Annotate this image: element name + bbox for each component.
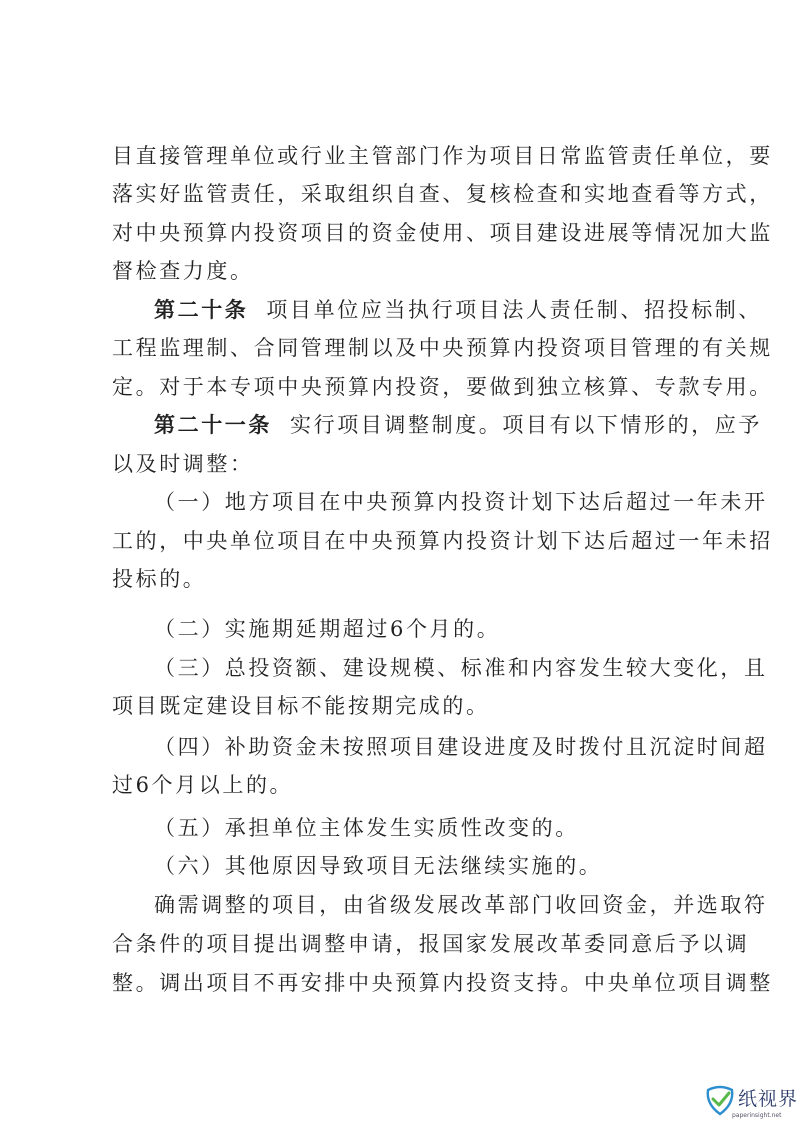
article-21-heading: 第二十一条: [154, 412, 272, 437]
paragraph-line: 对中央预算内投资项目的资金使用、项目建设进展等情况加大监: [112, 221, 773, 245]
watermark-url: paperinsight.net: [732, 1112, 782, 1119]
paragraph-line: 整。调出项目不再安排中央预算内投资支持。中央单位项目调整: [112, 971, 773, 995]
article-21-line: [154, 412, 762, 438]
list-item-line: （一）地方项目在中央预算内投资计划下达后超过一年未开: [154, 490, 768, 514]
paragraph-line: 落实好监管责任，采取组织自查、复核检查和实地查看等方式，: [112, 182, 773, 206]
paragraph-line: 投标的。: [112, 567, 207, 591]
list-item-line: （二）实施期延期超过6个月的。: [154, 617, 501, 641]
list-item-line: （四）补助资金未按照项目建设进度及时拨付且沉淀时间超: [154, 735, 768, 759]
list-item-line: （六）其他原因导致项目无法继续实施的。: [154, 854, 603, 878]
paragraph-line: 定。对于本专项中央预算内投资，要做到独立核算、专款专用。: [112, 375, 773, 399]
list-item-line: （五）承担单位主体发生实质性改变的。: [154, 816, 579, 840]
paragraph-line: 工的，中央单位项目在中央预算内投资计划下达后超过一年未招: [112, 529, 773, 553]
list-item-line: （三）总投资额、建设规模、标准和内容发生较大变化，且: [154, 656, 768, 680]
paragraph-line: 工程监理制、合同管理制以及中央预算内投资项目管理的有关规: [112, 336, 773, 360]
article-20-text: 项目单位应当执行项目法人责任制、招投标制、: [266, 298, 763, 322]
paragraph-line: 过6个月以上的。: [112, 773, 294, 797]
paragraph-line: 督检查力度。: [112, 259, 254, 283]
paragraph-line: 以及时调整：: [112, 452, 254, 476]
article-20-line: [154, 297, 763, 323]
paragraph-line: 项目既定建设目标不能按期完成的。: [112, 694, 490, 718]
watermark: [702, 1082, 798, 1128]
article-21-text: 实行项目调整制度。项目有以下情形的，应予: [290, 413, 762, 437]
article-20-heading: 第二十条: [154, 297, 249, 322]
watermark-name: 纸视界: [738, 1088, 799, 1110]
paragraph-line: 确需调整的项目，由省级发展改革部门收回资金，并选取符: [154, 893, 768, 917]
paragraph-line: 目直接管理单位或行业主管部门作为项目日常监管责任单位，要: [112, 144, 773, 168]
paragraph-line: 合条件的项目提出调整申请，报国家发展改革委同意后予以调: [112, 932, 750, 956]
